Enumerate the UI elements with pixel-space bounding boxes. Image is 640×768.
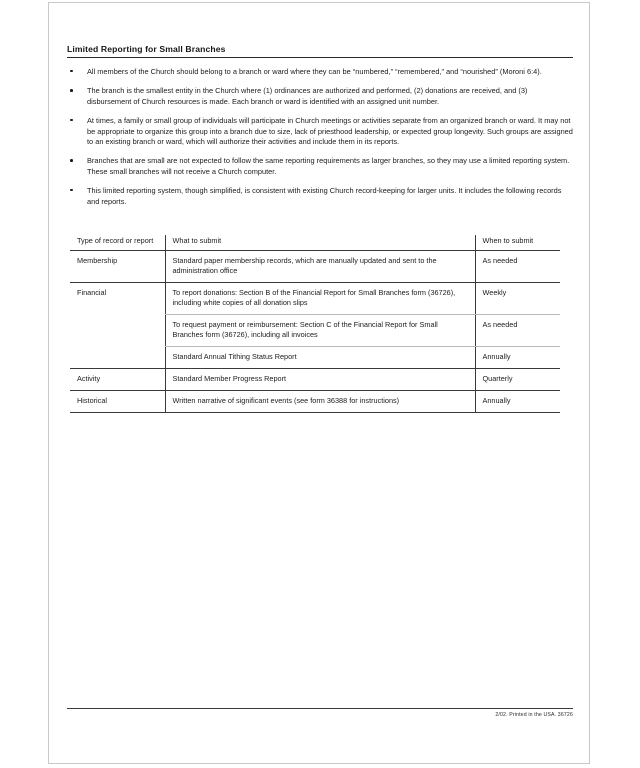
cell-what-to-submit: Standard Annual Tithing Status Report	[165, 347, 475, 369]
cell-what-to-submit: To request payment or reimbursement: Section C of the Financial Report for Small Branches form (36726), including all invoices	[165, 315, 475, 347]
cell-record-type: Activity	[70, 369, 165, 391]
bullet-dot-icon	[70, 119, 73, 122]
cell-when-to-submit: Weekly	[475, 283, 560, 315]
list-item-text: All members of the Church should belong to a branch or ward where they can be “numbered,” “remembered,” and “nourished” (Moroni 6:4).	[87, 67, 542, 76]
list-item-text: The branch is the smallest entity in the Church where (1) ordinances are authorized and performed, (2) donations are received, and (3) disbursement of Church resources is made. Each branch or ward is identified with an assigned unit number.	[87, 86, 528, 106]
table-row	[70, 391, 560, 413]
bullet-dot-icon	[70, 189, 73, 192]
cell-when-to-submit: Quarterly	[475, 369, 560, 391]
list-item	[67, 156, 573, 177]
cell-when-to-submit: Annually	[475, 347, 560, 369]
table-header-row	[70, 235, 560, 251]
bullet-dot-icon	[70, 70, 73, 73]
list-item	[67, 116, 573, 147]
bullet-dot-icon	[70, 89, 73, 92]
list-item	[67, 67, 573, 77]
table-row	[70, 369, 560, 391]
cell-record-type: Membership	[70, 251, 165, 283]
cell-when-to-submit: Annually	[475, 391, 560, 413]
page-title: Limited Reporting for Small Branches	[67, 44, 226, 54]
list-item	[67, 186, 573, 207]
footer-print-info: 2/02. Printed in the USA. 36726	[495, 712, 573, 718]
column-header-what: What to submit	[165, 235, 475, 251]
list-item-text: Branches that are small are not expected to follow the same reporting requirements as larger branches, so they may use a limited reporting system. These small branches will not receive a Church computer.	[87, 156, 570, 176]
footer-divider	[67, 708, 573, 709]
column-header-when: When to submit	[475, 235, 560, 251]
cell-what-to-submit: To report donations: Section B of the Financial Report for Small Branches form (36726), including white copies of all donation slips	[165, 283, 475, 315]
bullet-dot-icon	[70, 159, 73, 162]
page-footer	[67, 708, 573, 719]
column-header-type: Type of record or report	[70, 235, 165, 251]
list-item	[67, 86, 573, 107]
table-row	[70, 251, 560, 283]
cell-what-to-submit: Written narrative of significant events (see form 36388 for instructions)	[165, 391, 475, 413]
title-divider	[67, 57, 573, 58]
intro-bullet-list	[67, 67, 573, 207]
list-item-text: At times, a family or small group of individuals will participate in Church meetings or activities separate from an organized branch or ward. It may not be appropriate to organize this group into a branch due to size, lack of priesthood leadership, or expected group longevity. Such groups are assigned to an existing branch or ward, which will authorize their activities and include them in its reports.	[87, 116, 573, 147]
cell-when-to-submit: As needed	[475, 251, 560, 283]
cell-what-to-submit: Standard Member Progress Report	[165, 369, 475, 391]
page-content	[67, 43, 573, 413]
document-page	[48, 2, 590, 764]
cell-record-type: Financial	[70, 283, 165, 369]
cell-what-to-submit: Standard paper membership records, which are manually updated and sent to the administration office	[165, 251, 475, 283]
cell-record-type: Historical	[70, 391, 165, 413]
cell-when-to-submit: As needed	[475, 315, 560, 347]
table-row	[70, 283, 560, 315]
list-item-text: This limited reporting system, though simplified, is consistent with existing Church record-keeping for larger units. It includes the following records and reports.	[87, 186, 562, 206]
records-and-reports-table	[70, 235, 560, 413]
